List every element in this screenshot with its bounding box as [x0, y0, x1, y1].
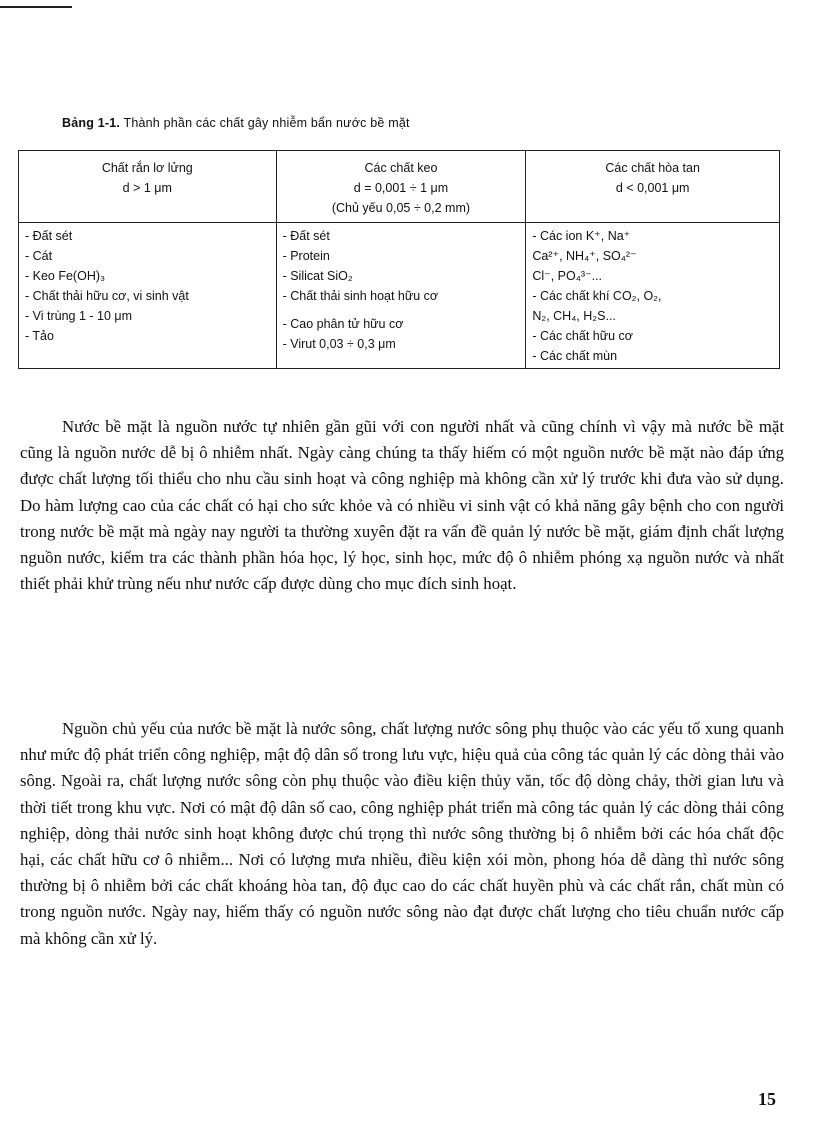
list-item: - Cao phân tử hữu cơ	[282, 317, 404, 331]
header-size: d = 0,001 ÷ 1 μm	[353, 181, 449, 195]
header-title: Các chất hòa tan	[605, 161, 700, 175]
list-item: - Các chất hữu cơ	[532, 329, 633, 343]
list-item: Cl⁻, PO₄³⁻...	[532, 269, 603, 283]
list-item: - Keo Fe(OH)₃	[25, 269, 106, 283]
list-item: Ca²⁺, NH₄⁺, SO₄²⁻	[532, 249, 637, 263]
header-rule	[0, 6, 72, 8]
table-header-row	[19, 151, 780, 223]
list-item: - Đất sét	[282, 229, 330, 243]
colloids-list	[276, 223, 526, 369]
list-item: N₂, CH₄, H₂S...	[532, 309, 616, 323]
table-caption-label: Bảng 1-1.	[62, 116, 121, 130]
header-size: d < 0,001 μm	[615, 181, 690, 195]
list-item: - Các chất khí CO₂, O₂,	[532, 289, 662, 303]
table-caption-text: Thành phần các chất gây nhiễm bẩn nước bề mặt	[123, 116, 410, 130]
header-dissolved	[526, 151, 780, 223]
suspended-solids-list	[19, 223, 277, 369]
paragraph-surface-water	[20, 414, 784, 597]
list-item: - Cát	[25, 249, 53, 263]
list-item: - Chất thải hữu cơ, vi sinh vật	[25, 289, 189, 303]
header-colloids	[276, 151, 526, 223]
list-item: - Các chất mùn	[532, 349, 618, 363]
header-title: Các chất keo	[364, 161, 438, 175]
list-item: - Silicat SiO₂	[282, 269, 353, 283]
list-item: - Các ion K⁺, Na⁺	[532, 229, 631, 243]
dissolved-list	[526, 223, 780, 369]
paragraph-text: Nguồn chủ yếu của nước bề mặt là nước sông, chất lượng nước sông phụ thuộc vào các yếu tố xung quanh như mức độ phát triển công nghiệp, mật độ dân số trong lưu vực, hiệu quả của công tác quản lý các dòng thải vào sông. Ngoài ra, chất lượng nước sông còn phụ thuộc vào điều kiện thủy văn, tốc độ dòng chảy, thời gian lưu và thời tiết trong khu vực. Nơi có mật độ dân số cao, công nghiệp phát triển mà công tác quản lý các dòng thải công nghiệp, dòng thải nước sinh hoạt không được chú trọng thì nước sông thường bị ô nhiễm bởi các hóa chất độc hại, các chất hữu cơ ô nhiễm... Nơi có lượng mưa nhiều, điều kiện xói mòn, phong hóa dễ dàng thì nước sông thường bị ô nhiễm bởi các chất khoáng hòa tan, độ đục cao do các chất huyền phù và các chất rắn, chất mùn có trong nguồn nước. Ngày nay, hiếm thấy có nguồn nước sông nào đạt được chất lượng cho tiêu chuẩn nước cấp mà không cần xử lý.	[20, 719, 784, 948]
contaminants-table	[18, 150, 780, 369]
table-body-row	[19, 223, 780, 369]
list-item: - Đất sét	[25, 229, 73, 243]
header-suspended-solids	[19, 151, 277, 223]
paragraph-river-water	[20, 716, 784, 952]
header-note: (Chủ yếu 0,05 ÷ 0,2 mm)	[331, 201, 471, 215]
list-item: - Chất thải sinh hoạt hữu cơ	[282, 289, 439, 303]
list-item: - Protein	[282, 249, 330, 263]
header-size: d > 1 μm	[122, 181, 172, 195]
table-caption	[62, 116, 410, 130]
list-item: - Tảo	[25, 329, 54, 343]
list-item: - Vi trùng 1 - 10 μm	[25, 309, 133, 323]
list-item: - Virut 0,03 ÷ 0,3 μm	[282, 337, 396, 351]
paragraph-text: Nước bề mặt là nguồn nước tự nhiên gần gũi với con người nhất và cũng chính vì vậy mà nước bề mặt cũng là nguồn nước dễ bị ô nhiễm nhất. Ngày càng chúng ta thấy hiếm có một nguồn nước bề mặt nào đáp ứng được chất lượng tối thiểu cho nhu cầu sinh hoạt và công nghiệp mà không cần xử lý trước khi đưa vào sử dụng. Do hàm lượng cao của các chất có hại cho sức khỏe và có nhiều vi sinh vật có khả năng gây bệnh cho con người trong nước bề mặt mà ngày nay người ta thường xuyên đặt ra vấn đề quản lý nước bề mặt, giám định chất lượng nguồn nước, kiểm tra các thành phần hóa học, lý học, sinh học, mức độ ô nhiễm phóng xạ nguồn nước và nhất thiết phải khử trùng nếu như nước cấp được dùng cho mục đích sinh hoạt.	[20, 417, 784, 594]
page-number: 15	[758, 1089, 776, 1109]
header-title: Chất rắn lơ lửng	[101, 161, 193, 175]
